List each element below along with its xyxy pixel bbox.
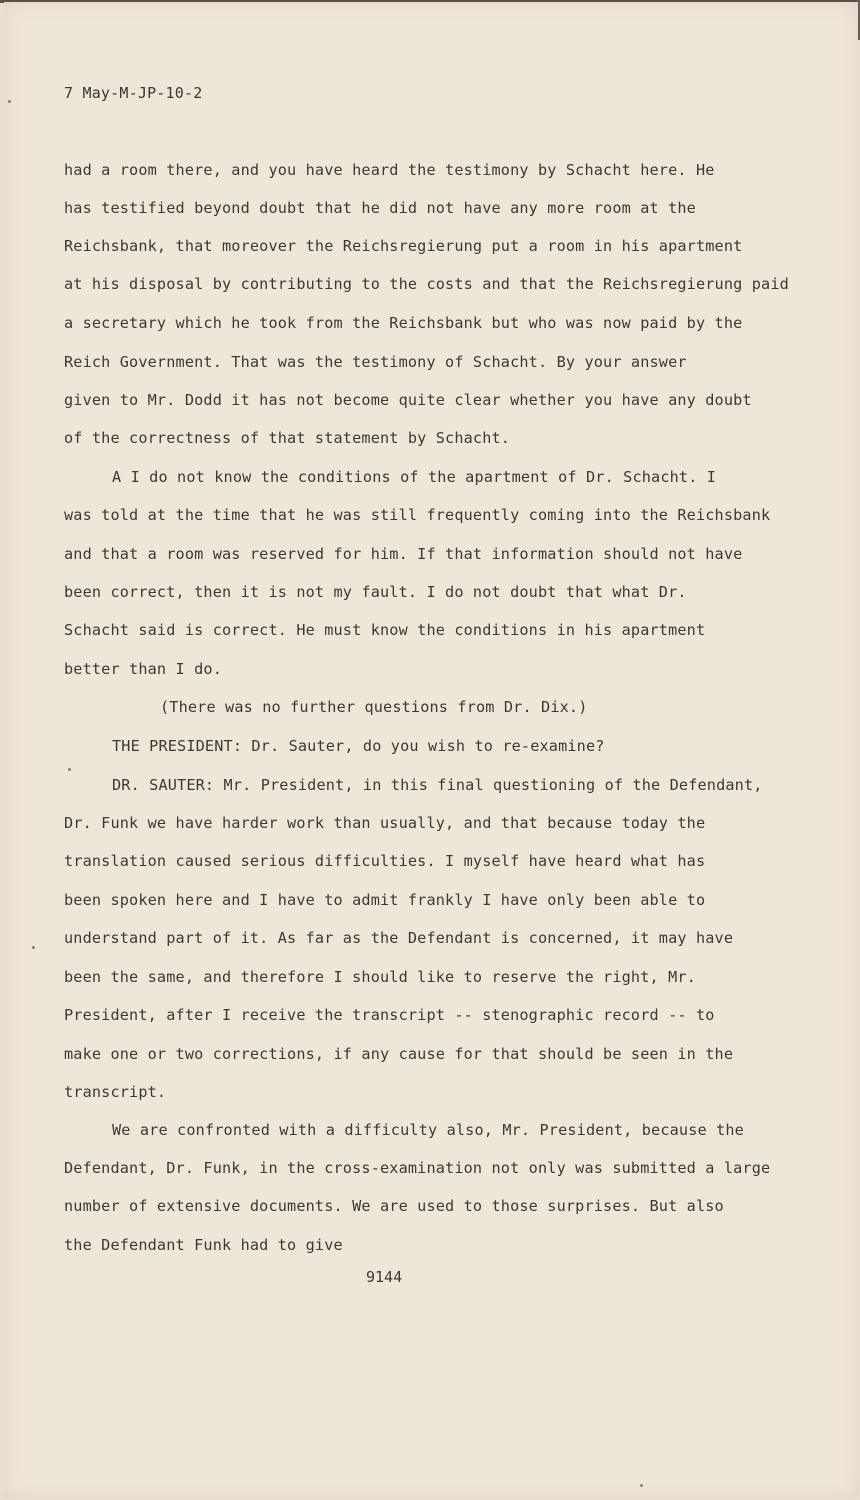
transcript-line: better than I do.	[64, 660, 222, 678]
transcript-line: THE PRESIDENT: Dr. Sauter, do you wish to re-examine?	[112, 737, 605, 755]
page-number: 9144	[366, 1268, 403, 1286]
document-reference: 7 May-M-JP-10-2	[64, 84, 203, 102]
transcript-line: been spoken here and I have to admit frankly I have only been able to	[64, 891, 706, 909]
transcript-line: A I do not know the conditions of the apartment of Dr. Schacht. I	[112, 468, 717, 486]
transcript-line: understand part of it. As far as the Defendant is concerned, it may have	[64, 929, 734, 947]
transcript-line: (There was no further questions from Dr. Dix.)	[160, 698, 588, 716]
transcript-line: Reich Government. That was the testimony of Schacht. By your answer	[64, 353, 687, 371]
paper-speck	[32, 946, 35, 949]
transcript-line: and that a room was reserved for him. If that information should not have	[64, 545, 743, 563]
transcript-line: Reichsbank, that moreover the Reichsregierung put a room in his apartment	[64, 237, 743, 255]
transcript-line: been the same, and therefore I should like to reserve the right, Mr.	[64, 968, 696, 986]
transcript-line: of the correctness of that statement by Schacht.	[64, 429, 511, 447]
transcript-line: was told at the time that he was still frequently coming into the Reichsbank	[64, 506, 771, 524]
transcript-line: a secretary which he took from the Reichsbank but who was now paid by the	[64, 314, 743, 332]
transcript-line: been correct, then it is not my fault. I do not doubt that what Dr.	[64, 583, 687, 601]
paper-speck	[640, 1484, 643, 1487]
transcript-line: DR. SAUTER: Mr. President, in this final questioning of the Defendant,	[112, 776, 763, 794]
transcript-line: translation caused serious difficulties. I myself have heard what has	[64, 852, 706, 870]
paper-speck	[68, 768, 71, 771]
transcript-line: has testified beyond doubt that he did not have any more room at the	[64, 199, 696, 217]
transcript-line: make one or two corrections, if any cause for that should be seen in the	[64, 1045, 734, 1063]
transcript-line: had a room there, and you have heard the testimony by Schacht here. He	[64, 161, 715, 179]
transcript-line: given to Mr. Dodd it has not become quite clear whether you have any doubt	[64, 391, 752, 409]
paper-speck	[8, 100, 11, 103]
transcript-line: We are confronted with a difficulty also, Mr. President, because the	[112, 1121, 744, 1139]
transcript-line: Schacht said is correct. He must know the conditions in his apartment	[64, 621, 706, 639]
transcript-line: Dr. Funk we have harder work than usually, and that because today the	[64, 814, 706, 832]
transcript-line: at his disposal by contributing to the costs and that the Reichsregierung paid	[64, 275, 789, 293]
transcript-line: transcript.	[64, 1083, 167, 1101]
transcript-line: Defendant, Dr. Funk, in the cross-examination not only was submitted a large	[64, 1159, 771, 1177]
transcript-line: number of extensive documents. We are used to those surprises. But also	[64, 1197, 724, 1215]
transcript-line: President, after I receive the transcript -- stenographic record -- to	[64, 1006, 715, 1024]
transcript-line: the Defendant Funk had to give	[64, 1236, 343, 1254]
